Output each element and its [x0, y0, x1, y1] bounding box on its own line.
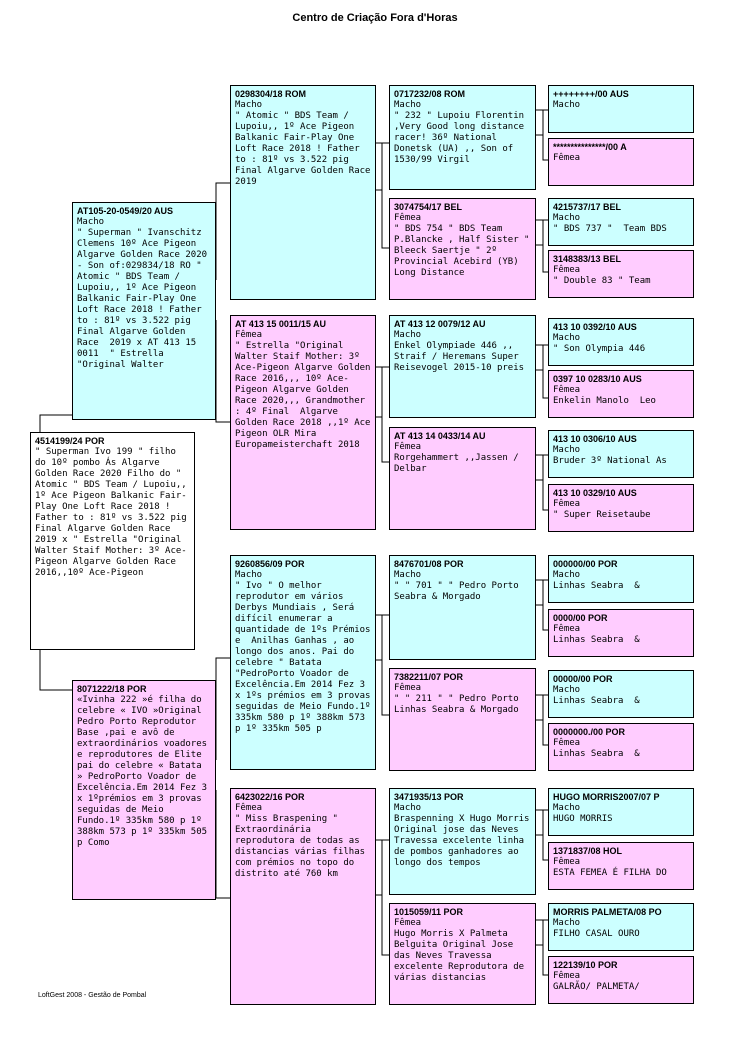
bird-description: Rorgehammert ,,Jassen / Delbar [394, 453, 525, 474]
ring-number: 413 10 0306/10 AUS [553, 434, 637, 444]
bird-description: " 232 " Lupoiu Florentin ,Very Good long distance racer! 36º National Donetsk (UA) ,, Son of 1530/99 Virgil [394, 111, 530, 165]
sex-label: Fêmea [394, 442, 422, 452]
pedigree-card-sire[interactable] [72, 202, 216, 420]
ring-number: 3074754/17 BEL [394, 202, 463, 212]
bird-description: " " 701 " " Pedro Porto Seabra & Morgado [394, 581, 530, 602]
pedigree-card-sire-dam[interactable] [230, 315, 376, 530]
ring-number: AT 413 14 0433/14 AU [394, 431, 486, 441]
bird-description: Braspenning X Hugo Morris Original jose das Neves Travessa excelente linha de pombos ganhadores ao longo dos tempos [394, 814, 535, 868]
bird-description: " " 211 " " Pedro Porto Linhas Seabra & Morgado [394, 694, 525, 715]
bird-description: " Estrella "Original Walter Staif Mother: 3º Ace-Pigeon Algarve Golden Race 2016,,, 10º Ace-Pigeon Algarve Golden Race 2020,,, Grandmother : 4º Final Algarve Golden Race 2018 ,,1º Ace Pigeon OLR Mira Europameisterchaft 2018 [235, 341, 376, 450]
sex-label: Macho [394, 100, 422, 110]
sex-label: Fêmea [553, 153, 581, 163]
ring-number: AT 413 12 0079/12 AU [394, 319, 486, 329]
sex-label: Fêmea [553, 499, 581, 509]
bird-description: Linhas Seabra & [553, 581, 640, 591]
sex-label: Macho [553, 333, 581, 343]
pedigree-card-sdsd[interactable] [548, 370, 694, 418]
bird-description: «Ivinha 222 »é filha do celebre « IVO »Original Pedro Porto Reprodutor Base ,pai e avô de extraordinários voadores e reprodutores de Elite pai do celebre « Batata » PedroPorto Voador de Excelência.Em 2014 Fez 3 x 1ºprémios em 3 provas seguidas de Meio Fundo.1º 335km 580 p 1º 388km 573 p 1º 335km 505 p Como [77, 695, 213, 848]
bird-description: " Double 83 " Team [553, 276, 651, 286]
ring-number: 0717232/08 ROM [394, 89, 466, 99]
bird-description: FILHO CASAL OURO [553, 929, 640, 939]
ring-number: 1371837/08 HOL [553, 846, 623, 856]
sex-label: Fêmea [553, 857, 581, 867]
pedigree-card-ssss[interactable] [548, 85, 694, 133]
bird-description: " Atomic " BDS Team / Lupoiu,, 1º Ace Pigeon Balkanic Fair-Play One Loft Race 2018 ! Father to : 81º vs 3.522 pig Final Algarve Golden Race 2019 [235, 111, 382, 187]
ring-number: 0000000./00 POR [553, 727, 626, 737]
bird-description: " Superman Ivo 199 " filho do 10º pombo Ás Algarve Golden Race 2020 Filho do " Atomic " BDS Team / Lupoiu,, 1º Ace Pigeon Balkanic Fair-Play One Loft Race 2018 ! Father to : 81º vs 3.522 pig Final Algarve Golden Race 2019 x " Estrella "Original Walter Staif Mother: 3º Ace-Pigeon Algarve Golden Race 2016,,10º Ace-Pigeon [35, 447, 193, 578]
bird-description: " Superman " Ivanschitz Clemens 10º Ace Pigeon Algarve Golden Race 2020 - Son of:029834/18 RO " Atomic " BDS Team / Lupoiu,, 1º Ace Pigeon Balkanic Fair-Play One Loft Race 2018 ! Father to : 81º vs 3.522 pig Final Algarve Golden Race 2019 x AT 413 15 0011 " Estrella "Original Walter [77, 228, 213, 370]
ring-number: 4215737/17 BEL [553, 202, 622, 212]
ring-number: 8476701/08 POR [394, 559, 464, 569]
sex-label: Fêmea [553, 971, 581, 981]
bird-description: " BDS 737 " Team BDS [553, 224, 667, 234]
bird-description: HUGO MORRIS [553, 814, 613, 824]
bird-description: " Son Olympia 446 [553, 344, 646, 354]
ring-number: 0298304/18 ROM [235, 89, 307, 99]
ring-number: 413 10 0329/10 AUS [553, 488, 637, 498]
ring-number: 000000/00 POR [553, 559, 618, 569]
pedigree-card-ddss[interactable] [548, 788, 694, 836]
sex-label: Macho [235, 100, 263, 110]
ring-number: 0397 10 0283/10 AUS [553, 374, 642, 384]
pedigree-card-ssd[interactable] [389, 198, 536, 300]
ring-number: 413 10 0392/10 AUS [553, 322, 637, 332]
ring-number: 00000/00 POR [553, 674, 613, 684]
pedigree-card-dds[interactable] [389, 788, 536, 895]
pedigree-card-dsdd[interactable] [548, 723, 694, 771]
bird-description: Hugo Morris X Palmeta Belguita Original Jose das Neves Travessa excelente Reprodutora de várias distancias [394, 929, 530, 983]
bird-description: Enkel Olympiade 446 ,, Straif / Heremans Super Reisevogel 2015-10 preis [394, 341, 525, 373]
ring-number: MORRIS PALMETA/08 PO [553, 907, 662, 917]
sex-label: Fêmea [235, 803, 263, 813]
ring-number: 6423022/16 POR [235, 792, 305, 802]
sex-label: Macho [553, 685, 581, 695]
ring-number: 9260856/09 POR [235, 559, 305, 569]
sex-label: Macho [77, 217, 105, 227]
sex-label: Macho [553, 803, 581, 813]
sex-label: Macho [553, 570, 581, 580]
bird-description: " Super Reisetaube [553, 510, 651, 520]
sex-label: Macho [235, 570, 263, 580]
ring-number: 1015059/11 POR [394, 907, 464, 917]
ring-number: 3148383/13 BEL [553, 254, 622, 264]
pedigree-card-dsss[interactable] [548, 555, 694, 603]
pedigree-card-ddsd[interactable] [548, 842, 694, 890]
bird-description: " Ivo " O melhor reprodutor em vários Derbys Mundiais , Será difícil enumerar a quantidade de 1ºs Prémios e Anilhas Ganhas , ao longo dos anos. Pai do celebre " Batata "PedroPorto Voador de Excelência.Em 2014 Fez 3 x 1ºs prémios em 3 provas seguidas de Meio Fundo.1º 335km 580 p 1º 388km 573 p 1º 335km 505 p [235, 581, 376, 734]
pedigree-card-dss[interactable] [389, 555, 536, 660]
pedigree-card-ddds[interactable] [548, 903, 694, 951]
bird-description: Linhas Seabra & [553, 635, 640, 645]
pedigree-card-dssd[interactable] [548, 609, 694, 657]
sex-label: Fêmea [235, 330, 263, 340]
sex-label: Macho [553, 918, 581, 928]
pedigree-card-dam-sire[interactable] [230, 555, 376, 770]
bird-description: Enkelin Manolo Leo [553, 396, 656, 406]
bird-description: Linhas Seabra & [553, 696, 640, 706]
pedigree-card-sdss[interactable] [548, 318, 694, 366]
sex-label: Fêmea [394, 918, 422, 928]
sex-label: Fêmea [394, 683, 422, 693]
page-title: Centro de Criação Fora d'Horas [292, 12, 458, 24]
pedigree-card-sssd[interactable] [548, 138, 694, 186]
pedigree-card-sds[interactable] [389, 315, 536, 418]
ring-number: 122139/10 POR [553, 960, 618, 970]
pedigree-card-ssdd[interactable] [548, 250, 694, 298]
ring-number: ***************/00 A [553, 142, 627, 152]
sex-label: Macho [553, 100, 581, 110]
pedigree-card-ssds[interactable] [548, 198, 694, 246]
ring-number: 3471935/13 POR [394, 792, 464, 802]
sex-label: Macho [394, 330, 422, 340]
pedigree-card-sss[interactable] [389, 85, 536, 190]
pedigree-card-subject[interactable] [30, 432, 195, 650]
ring-number: ++++++++/00 AUS [553, 89, 629, 99]
bird-description: " BDS 754 " BDS Team P.Blancke , Half Sister " Bleeck Saertje " 2º Provincial Acebird (YB) Long Distance [394, 224, 535, 278]
ring-number: 8071222/18 POR [77, 684, 147, 694]
pedigree-card-dsds[interactable] [548, 670, 694, 718]
bird-description: " Miss Braspening " Extraordinária reprodutora de todas as distancias várias filhas com prémios no topo do distrito até 760 km [235, 814, 371, 879]
footer-credit: LoftGest 2008 - Gestão de Pombal [38, 992, 147, 999]
sex-label: Macho [394, 803, 422, 813]
bird-description: Linhas Seabra & [553, 749, 640, 759]
bird-description: ESTA FEMEA É FILHA DO [553, 868, 667, 878]
sex-label: Fêmea [553, 738, 581, 748]
pedigree-card-dsd[interactable] [389, 668, 536, 771]
ring-number: AT 413 15 0011/15 AU [235, 319, 327, 329]
sex-label: Macho [553, 445, 581, 455]
sex-label: Fêmea [553, 624, 581, 634]
pedigree-card-dddd[interactable] [548, 956, 694, 1004]
sex-label: Fêmea [553, 265, 581, 275]
pedigree-card-dam[interactable] [72, 680, 216, 900]
pedigree-card-sdds[interactable] [548, 430, 694, 478]
ring-number: 0000/00 POR [553, 613, 608, 623]
sex-label: Macho [394, 570, 422, 580]
pedigree-card-dam-dam[interactable] [230, 788, 376, 1005]
pedigree-card-sdd[interactable] [389, 427, 536, 530]
bird-description: GALRÃO/ PALMETA/ [553, 982, 640, 992]
ring-number: HUGO MORRIS2007/07 P [553, 792, 660, 802]
sex-label: Fêmea [394, 213, 422, 223]
ring-number: 4514199/24 POR [35, 436, 105, 446]
sex-label: Fêmea [553, 385, 581, 395]
pedigree-card-sddd[interactable] [548, 484, 694, 532]
pedigree-card-sire-sire[interactable] [230, 85, 382, 300]
bird-description: Bruder 3º National As [553, 456, 667, 466]
sex-label: Macho [553, 213, 581, 223]
ring-number: AT105-20-0549/20 AUS [77, 206, 174, 216]
ring-number: 7382211/07 POR [394, 672, 464, 682]
pedigree-card-ddd[interactable] [389, 903, 536, 1005]
